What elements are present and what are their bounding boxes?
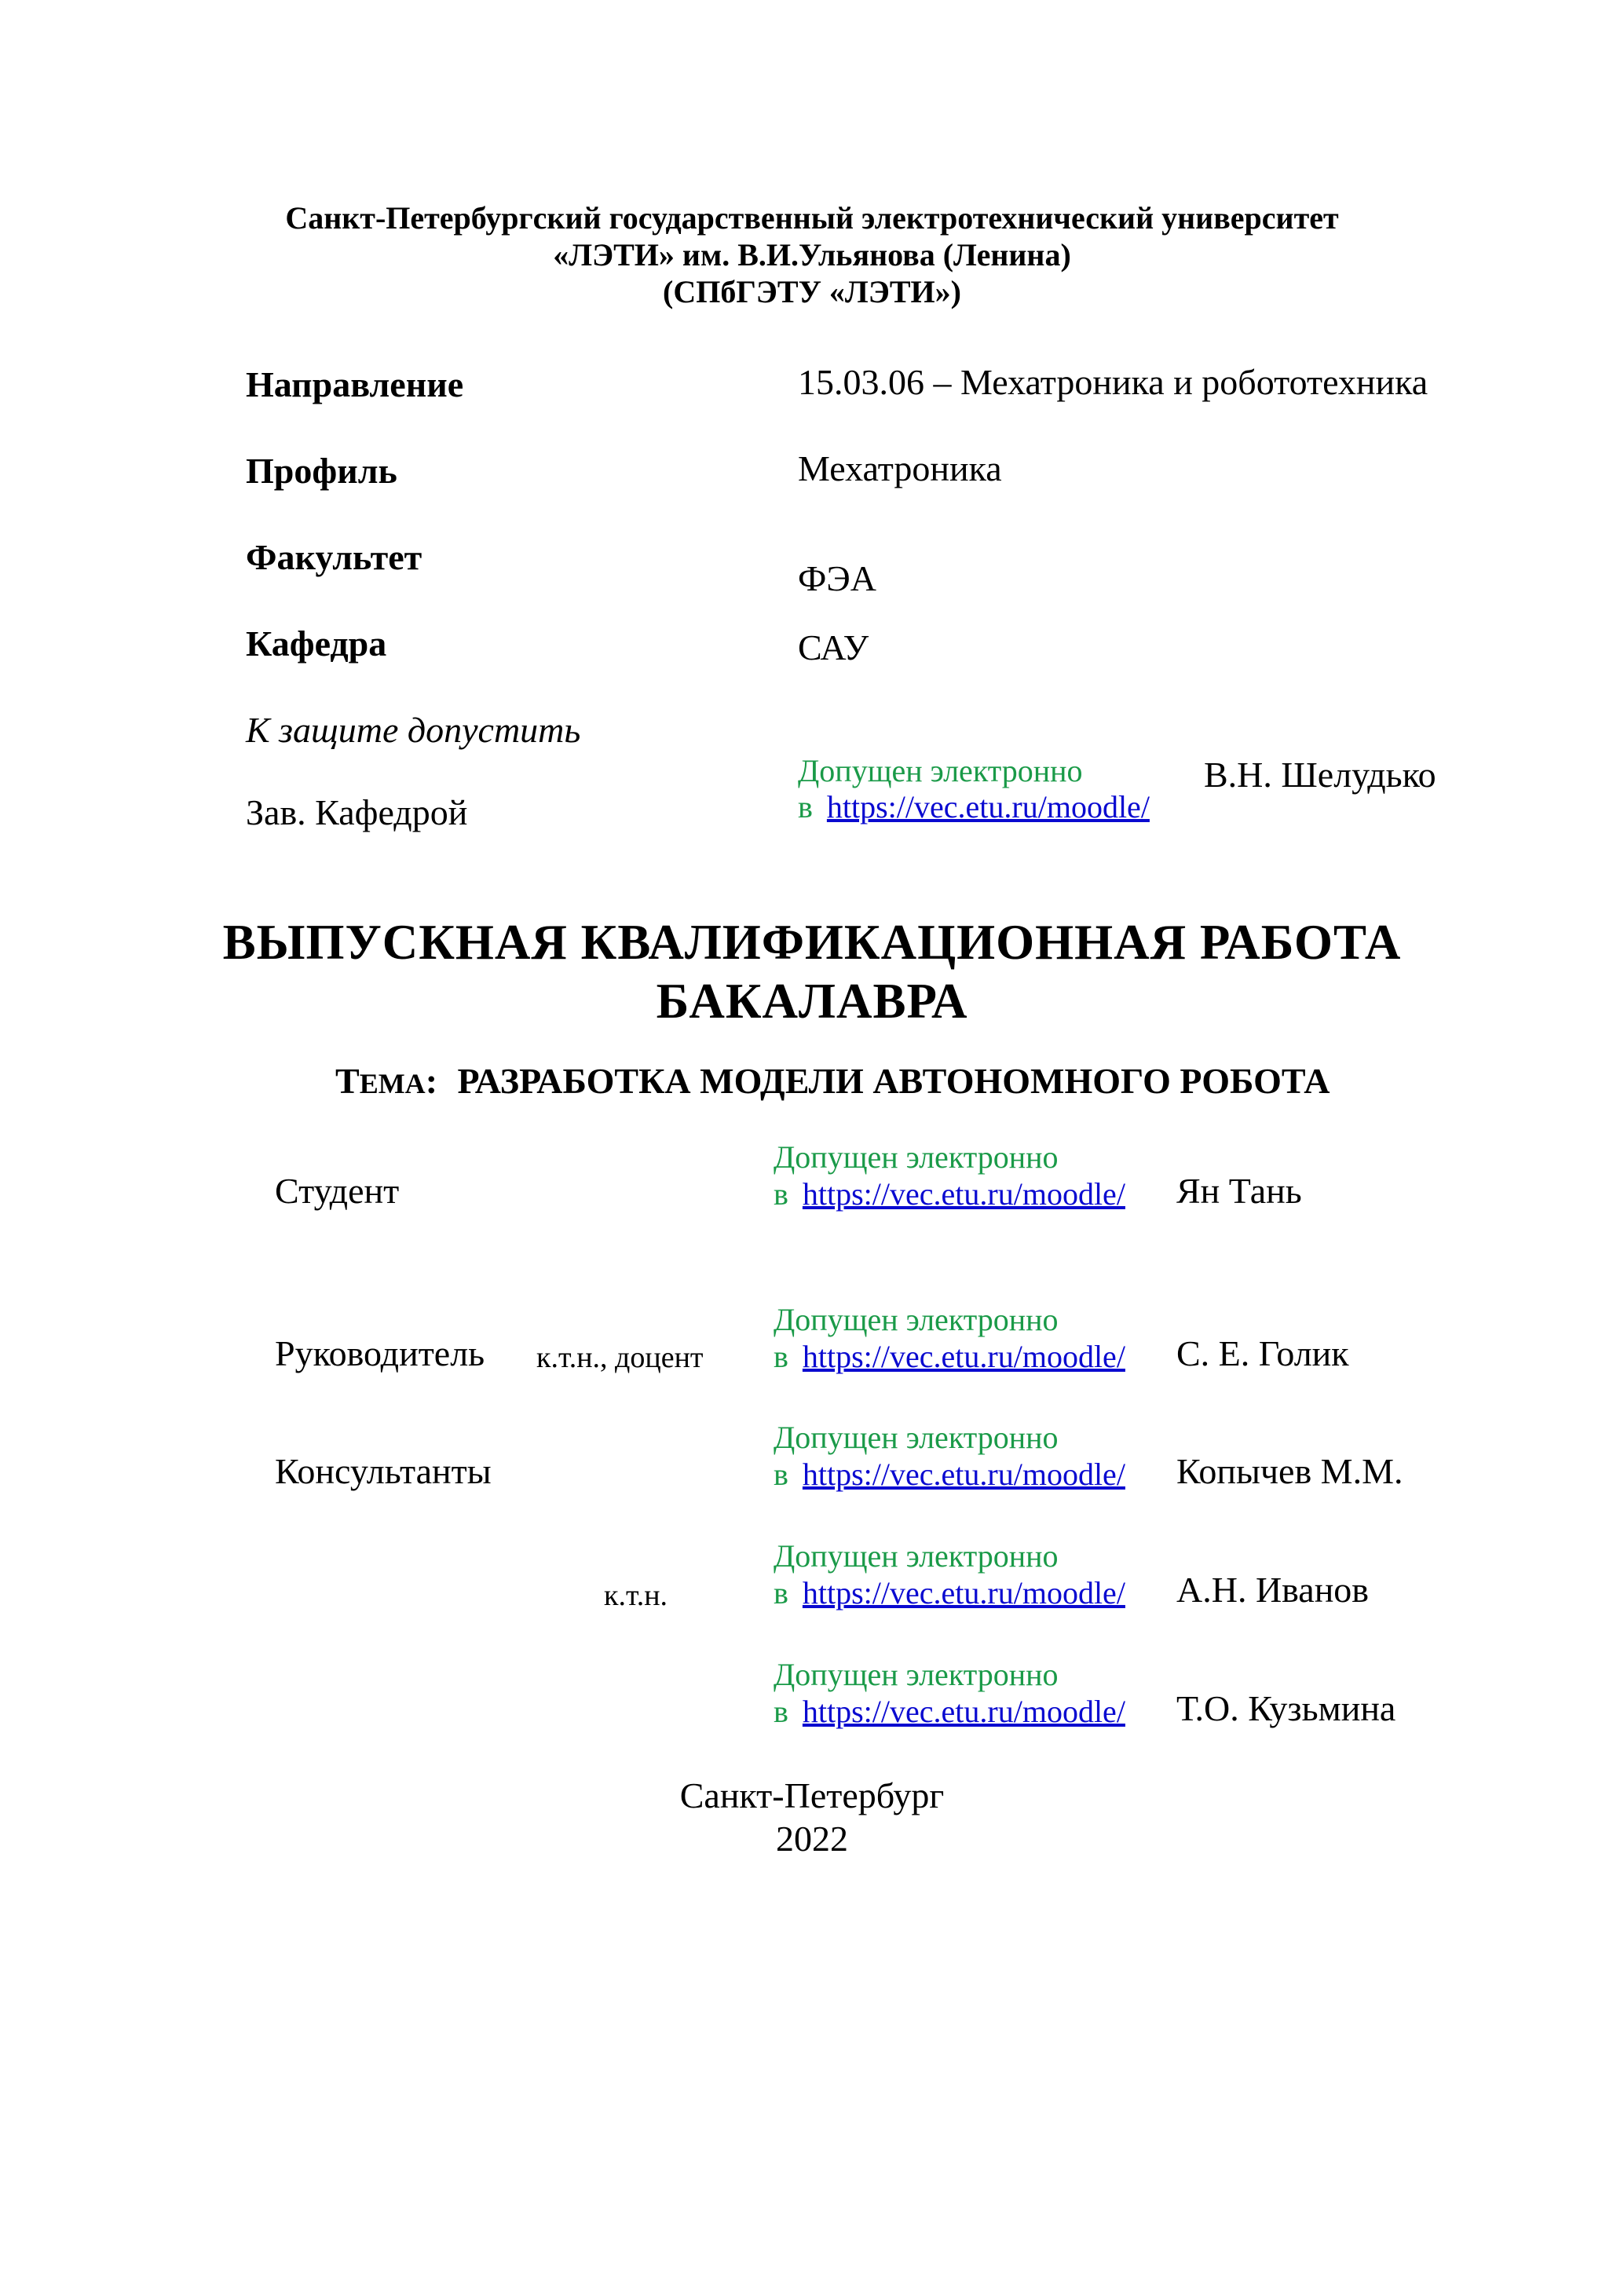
approval-prefix: в bbox=[774, 1457, 788, 1492]
signature-name-supervisor: С. Е. Голик bbox=[1176, 1333, 1349, 1373]
field-value-department: САУ bbox=[798, 627, 869, 667]
field-label-faculty: Факультет bbox=[246, 537, 422, 577]
field-label-direction: Направление bbox=[246, 364, 464, 404]
moodle-link[interactable]: https://vec.etu.ru/moodle/ bbox=[826, 789, 1150, 824]
signature-degree-consultant-2: к.т.н. bbox=[604, 1579, 668, 1612]
moodle-link[interactable]: https://vec.etu.ru/moodle/ bbox=[802, 1176, 1125, 1212]
signature-approval-link-row bbox=[774, 1175, 1125, 1212]
field-value-direction: 15.03.06 – Мехатроника и робототехника bbox=[798, 362, 1428, 402]
signature-name-student: Ян Тань bbox=[1176, 1171, 1302, 1211]
document-title-line2: БАКАЛАВРА bbox=[656, 974, 968, 1029]
signature-name-consultant-3: Т.О. Кузьмина bbox=[1176, 1688, 1396, 1728]
admission-approval-link-row bbox=[798, 788, 1150, 825]
admission-label: К защите допустить bbox=[246, 710, 581, 750]
admission-role: Зав. Кафедрой bbox=[246, 792, 468, 832]
moodle-link[interactable]: https://vec.etu.ru/moodle/ bbox=[802, 1457, 1125, 1492]
signature-approval-text: Допущен электронно bbox=[774, 1420, 1059, 1455]
approval-prefix: в bbox=[798, 789, 813, 824]
topic bbox=[335, 1060, 1330, 1102]
signature-role-supervisor: Руководитель bbox=[275, 1333, 485, 1373]
signature-approval-text: Допущен электронно bbox=[774, 1538, 1059, 1574]
admission-approval-text: Допущен электронно bbox=[798, 753, 1083, 788]
footer-city: Санкт-Петербург bbox=[679, 1775, 945, 1815]
footer-year: 2022 bbox=[776, 1819, 848, 1859]
signature-approval-text: Допущен электронно bbox=[774, 1139, 1059, 1175]
signature-role-consultants: Консультанты bbox=[275, 1451, 492, 1491]
university-name-line2: «ЛЭТИ» им. В.И.Ульянова (Ленина) bbox=[553, 237, 1071, 272]
signature-approval-link-row bbox=[774, 1693, 1125, 1730]
signature-role-student: Студент bbox=[275, 1171, 400, 1211]
field-value-profile: Мехатроника bbox=[798, 448, 1002, 488]
field-label-department: Кафедра bbox=[246, 623, 387, 664]
field-label-profile: Профиль bbox=[246, 451, 397, 491]
university-name-line1: Санкт-Петербургский государственный электротехнический университет bbox=[285, 200, 1339, 236]
signature-approval-link-row bbox=[774, 1338, 1125, 1375]
signature-approval-text: Допущен электронно bbox=[774, 1657, 1059, 1692]
signature-approval-link-row bbox=[774, 1574, 1125, 1611]
approval-prefix: в bbox=[774, 1575, 788, 1610]
signature-degree-supervisor: к.т.н., доцент bbox=[536, 1341, 704, 1374]
signature-approval-text: Допущен электронно bbox=[774, 1302, 1059, 1337]
document-title-line1: ВЫПУСКНАЯ КВАЛИФИКАЦИОННАЯ РАБОТА bbox=[222, 915, 1402, 970]
moodle-link[interactable]: https://vec.etu.ru/moodle/ bbox=[802, 1339, 1125, 1374]
approval-prefix: в bbox=[774, 1694, 788, 1729]
topic-text: РАЗРАБОТКА МОДЕЛИ АВТОНОМНОГО РОБОТА bbox=[457, 1061, 1330, 1101]
topic-label: ТЕМА: bbox=[335, 1061, 438, 1101]
signature-name-consultant-1: Копычев М.М. bbox=[1176, 1451, 1403, 1491]
admission-name: В.Н. Шелудько bbox=[1204, 755, 1436, 795]
moodle-link[interactable]: https://vec.etu.ru/moodle/ bbox=[802, 1694, 1125, 1729]
approval-prefix: в bbox=[774, 1339, 788, 1374]
signature-name-consultant-2: А.Н. Иванов bbox=[1176, 1570, 1370, 1610]
field-value-faculty: ФЭА bbox=[798, 558, 876, 598]
moodle-link[interactable]: https://vec.etu.ru/moodle/ bbox=[802, 1575, 1125, 1610]
signature-approval-link-row bbox=[774, 1456, 1125, 1493]
approval-prefix: в bbox=[774, 1176, 788, 1212]
university-abbreviation: (СПбГЭТУ «ЛЭТИ») bbox=[663, 274, 961, 309]
